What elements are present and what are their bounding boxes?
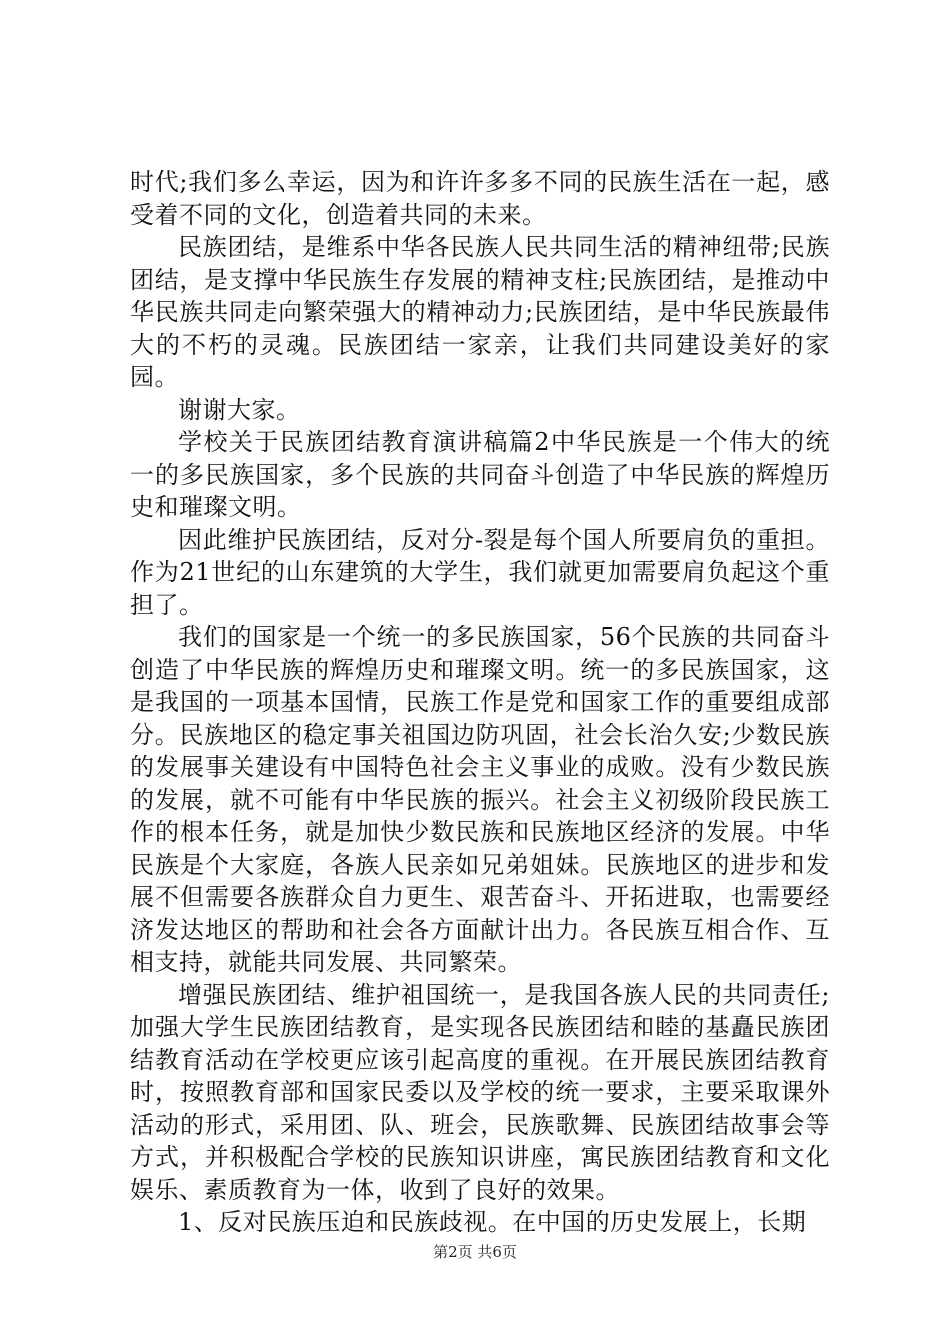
paragraph-multi-ethnic-nation: 我们的国家是一个统一的多民族国家，56个民族的共同奋斗创造了中华民族的辉煌历史和璀璨文明。统一的多民族国家，这是我国的一项基本国情，民族工作是党和国家工作的重要组成部分。民族地区的稳定事关祖国边防巩固，社会长治久安;少数民族的发展事关建设有中国特色社会主义事业的成败。没有少数民族的发展，就不可能有中华民族的振兴。社会主义初级阶段民族工作的根本任务，就是加快少数民族和民族地区经济的发展。中华民族是个大家庭，各族人民亲如兄弟姐妹。民族地区的进步和发展不但需要各族群众自力更生、艰苦奋斗、开拓进取，也需要经济发达地区的帮助和社会各方面献计出力。各民族互相合作、互相支持，就能共同发展、共同繁荣。: [130, 623, 830, 976]
paragraph-thanks: 谢谢大家。: [178, 395, 301, 424]
paragraph-oppose-division: 因此维护民族团结，反对分-裂是每个国人所要肩负的重担。作为21世纪的山东建筑的大学生，我们就更加需要肩负起这个重担了。: [130, 525, 830, 619]
paragraph-ethnic-unity-spirit: 民族团结，是维系中华各民族人民共同生活的精神纽带;民族团结，是支撑中华民族生存发展的精神支柱;民族团结，是推动中华民族共同走向繁荣强大的精神动力;民族团结，是中华民族最伟大的不朽的灵魂。民族团结一家亲，让我们共同建设美好的家园。: [130, 233, 830, 391]
paragraph-oppose-oppression: 1、反对民族压迫和民族歧视。在中国的历史发展上，长期: [178, 1208, 807, 1236]
paragraph-unity-education: 增强民族团结、维护祖国统一，是我国各族人民的共同责任;加强大学生民族团结教育，是实现各民族团结和睦的基矗民族团结教育活动在学校更应该引起高度的重视。在开展民族团结教育时，按照教育部和国家民委以及学校的统一要求，主要采取课外活动的形式，采用团、队、班会，民族歌舞、民族团结故事会等方式，并积极配合学校的民族知识讲座，寓民族团结教育和文化娱乐、素质教育为一体，收到了良好的效果。: [130, 980, 830, 1204]
page-footer: 第2页 共6页: [433, 1243, 517, 1261]
document-body: [130, 166, 830, 1239]
paragraph-speech-2-intro: 学校关于民族团结教育演讲稿篇2中华民族是一个伟大的统一的多民族国家，多个民族的共同奋斗创造了中华民族的辉煌历史和璀璨文明。: [130, 428, 830, 521]
paragraph-continuation: 时代;我们多么幸运，因为和许许多多不同的民族生活在一起，感受着不同的文化，创造着共同的未来。: [130, 168, 830, 229]
